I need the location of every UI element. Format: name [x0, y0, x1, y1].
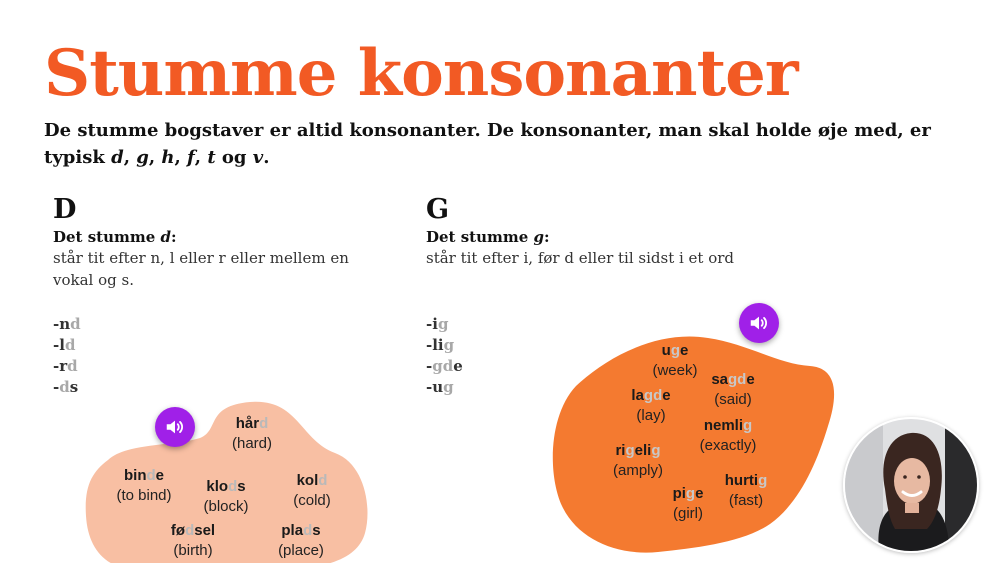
vocab-word: kold (cold)	[293, 472, 331, 509]
vocab-word: pige (girl)	[672, 485, 704, 522]
ending-item: -nd	[53, 315, 81, 333]
section-d-subtitle-prefix: Det stumme	[53, 228, 156, 246]
ending-item: -rd	[53, 357, 78, 375]
silent-letter: g	[758, 472, 768, 489]
section-d	[53, 193, 393, 291]
intro-letter-t: t	[207, 147, 216, 168]
speaker-icon	[748, 312, 770, 334]
silent-letter: d	[259, 415, 269, 432]
silent-letter: g	[670, 342, 680, 359]
vocab-word: sagde (said)	[711, 371, 755, 408]
section-d-subtitle: Det stumme d:	[53, 228, 177, 246]
intro-letter-d: d	[111, 147, 124, 168]
silent-letter: d	[185, 522, 195, 539]
silent-letter: d	[146, 467, 156, 484]
section-d-subtitle-letter: d	[160, 228, 172, 246]
intro-letter-g: g	[136, 147, 149, 168]
vocab-word: hård (hard)	[231, 415, 272, 452]
speaker-icon	[164, 416, 186, 438]
vocab-word: lagde (lay)	[631, 387, 671, 424]
silent-letter: d	[59, 378, 70, 396]
intro-text: De stumme bogstaver er altid konsonanter. De konsonanter, man skal holde øje med, er typisk	[44, 120, 931, 168]
section-d-description: står tit efter n, l eller r eller mellem en vokal og s.	[53, 249, 349, 289]
silent-letter: g	[685, 485, 696, 502]
silent-letter: d	[67, 357, 78, 375]
silent-letter: g	[443, 378, 454, 396]
silent-letter: d	[64, 336, 76, 354]
vocab-word: fødsel (birth)	[170, 522, 216, 559]
section-g-description: står tit efter i, før d eller til sidst i et ord	[426, 249, 735, 267]
vocab-word: plads (place)	[278, 522, 324, 559]
silent-letter: g	[651, 442, 661, 459]
section-d-heading: D	[53, 194, 77, 225]
vocab-word: nemlig (exactly)	[699, 417, 757, 454]
slide-title: Stumme konsonanter	[44, 36, 798, 111]
silent-letter: d	[228, 478, 238, 495]
intro-and: og	[221, 147, 247, 168]
intro-letter-v: v	[252, 147, 264, 168]
ending-item: -ug	[426, 378, 454, 396]
silent-letter: d	[318, 472, 328, 489]
intro-letter-f: f	[187, 147, 195, 168]
section-g-heading: G	[426, 194, 450, 225]
silent-letter: g	[625, 442, 635, 459]
silent-letter: d	[70, 315, 81, 333]
ending-item: -ld	[53, 336, 76, 354]
slide-intro: De stumme bogstaver er altid konsonanter. De konsonanter, man skal holde øje med, er typisk d, g, h, f, t og v.	[44, 120, 931, 168]
vocab-word: uge (week)	[652, 342, 698, 379]
silent-letter: g	[743, 417, 753, 434]
audio-play-button-d[interactable]	[155, 407, 195, 447]
audio-play-button-g[interactable]	[739, 303, 779, 343]
intro-letter-h: h	[161, 147, 175, 168]
silent-letter: gd	[432, 357, 454, 375]
silent-letter: gd	[643, 387, 663, 404]
silent-letter: g	[437, 315, 449, 333]
endings-d-list	[53, 314, 81, 398]
silent-letter: gd	[728, 371, 747, 388]
ending-item: -ig	[426, 315, 449, 333]
vocab-word: binde (to bind)	[116, 467, 172, 504]
ending-item: -ds	[53, 378, 79, 396]
vocab-word: rigelig (amply)	[612, 442, 663, 479]
section-g-subtitle-letter: g	[533, 228, 545, 246]
section-g	[426, 193, 806, 269]
presenter-webcam	[843, 417, 979, 553]
vocab-word: hurtig (fast)	[724, 472, 768, 509]
vocab-word: klods (block)	[203, 478, 249, 515]
silent-letter: g	[443, 336, 455, 354]
ending-item: -lig	[426, 336, 455, 354]
endings-g-list	[426, 314, 463, 398]
ending-item: -gde	[426, 357, 463, 375]
section-g-subtitle: Det stumme g:	[426, 228, 550, 246]
silent-letter: d	[303, 522, 313, 539]
section-g-subtitle-prefix: Det stumme	[426, 228, 529, 246]
presenter-avatar	[845, 419, 977, 551]
